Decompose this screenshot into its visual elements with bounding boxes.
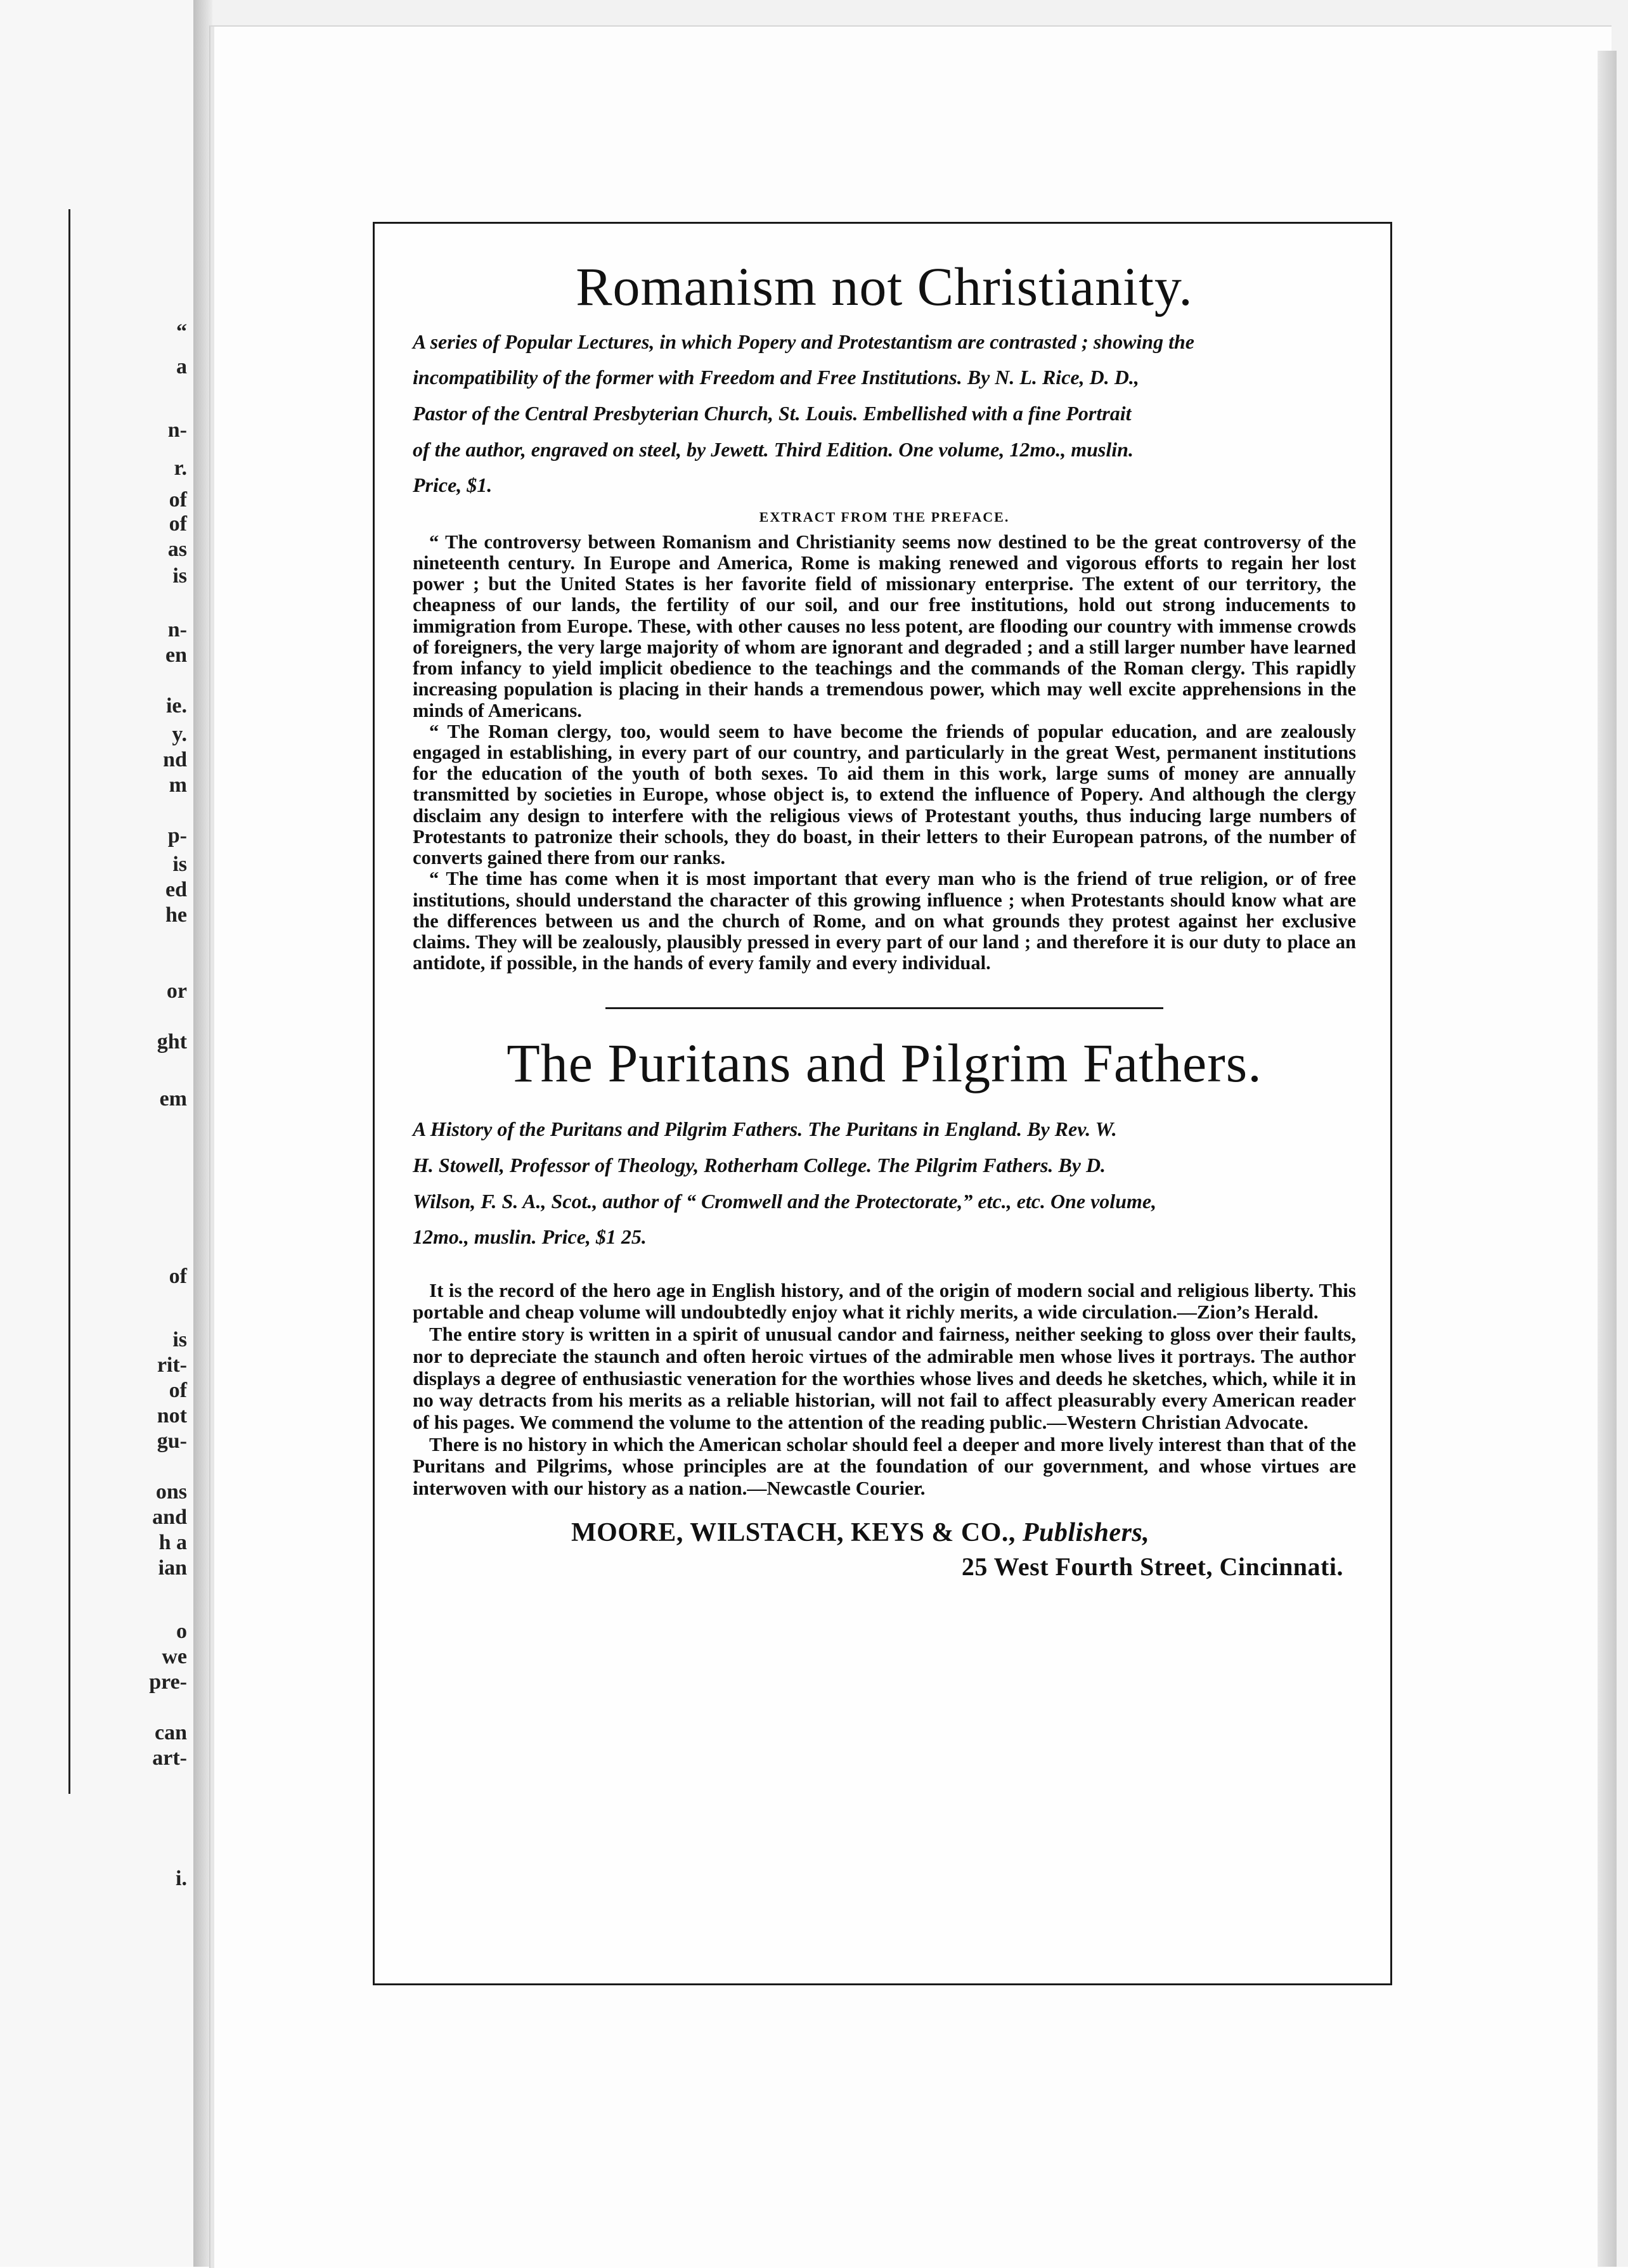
left-page-text-fragment: y. bbox=[172, 723, 187, 746]
left-page-text-fragment: and bbox=[152, 1505, 187, 1529]
left-page-text-fragment: of bbox=[169, 512, 187, 536]
left-page-text-fragment: n- bbox=[167, 618, 187, 641]
left-page-text-fragment: ons bbox=[155, 1480, 187, 1504]
left-page-text-fragment: of bbox=[169, 1265, 187, 1288]
publisher-role: Publishers, bbox=[1022, 1517, 1150, 1547]
left-page-text-fragment: ed bbox=[165, 878, 187, 901]
left-page-text-fragment: r. bbox=[174, 456, 187, 480]
left-page-text-fragment: pre- bbox=[149, 1670, 187, 1694]
left-page-text-fragment: is bbox=[172, 853, 187, 876]
left-page-text-fragment: o bbox=[176, 1620, 187, 1643]
left-page-text-fragment: not bbox=[157, 1404, 187, 1427]
right-page-edge bbox=[1598, 51, 1617, 2267]
left-page-text-fragment: em bbox=[159, 1087, 187, 1111]
left-page-text-fragment: ie. bbox=[165, 694, 187, 718]
advertisement-box bbox=[373, 222, 1392, 1985]
ad2-description bbox=[413, 1113, 1356, 1253]
publisher-name: MOORE, WILSTACH, KEYS & CO., bbox=[571, 1517, 1016, 1547]
ad1-desc-line: Price, $1. bbox=[413, 474, 493, 497]
ad1-description bbox=[413, 326, 1356, 501]
left-page-text-fragment: we bbox=[162, 1645, 187, 1668]
publisher-address: 25 West Fourth Street, Cincinnati. bbox=[961, 1552, 1343, 1581]
spacer bbox=[413, 1257, 1356, 1280]
left-page-text-fragment: p- bbox=[167, 824, 187, 847]
left-page-text-fragment: or bbox=[166, 979, 187, 1003]
left-page-text-fragment: of bbox=[169, 1379, 187, 1402]
left-page-text-fragment: a bbox=[176, 355, 187, 378]
ad1-title: Romanism not Christianity. bbox=[576, 256, 1193, 317]
preface-paragraph-3: “ The time has come when it is most important that every man who is the friend of true religion, or of free institutions, should understand the character of this growing influence ; when Protestants should know what are the differences between us and the church of Rome, and on what grounds they protest against her exclusive claims. They will be zealously, plausibly pressed in every part of our land ; and therefore it is our duty to place an antidote, if possible, in the hands of every family and every individual. bbox=[413, 868, 1356, 974]
left-page-text-fragment: of bbox=[169, 488, 187, 512]
left-page-text-fragment: m bbox=[169, 773, 187, 797]
ad1-desc-line: of the author, engraved on steel, by Jewett. Third Edition. One volume, 12mo., muslin. bbox=[413, 437, 1134, 461]
left-page-text-fragment: ght bbox=[157, 1030, 187, 1053]
left-page-text-fragment: he bbox=[165, 903, 187, 927]
left-page-text-fragment: “ bbox=[176, 320, 187, 344]
ad1-desc-line: incompatibility of the former with Freedom and Free Institutions. By N. L. Rice, D. D., bbox=[413, 366, 1139, 389]
left-page-text-fragment: i. bbox=[176, 1867, 187, 1890]
ad1-desc-line: A series of Popular Lectures, in which Popery and Protestantism are contrasted ; showing the bbox=[413, 330, 1194, 353]
preface-paragraph-2: “ The Roman clergy, too, would seem to have become the friends of popular education, and are zealously engaged in establishing, in every part of our country, and particularly in the great West, permanent institutions for the education of the youth of both sexes. To aid them in this work, large sums of money are annually transmitted by societies in Europe, whose object is, to extend the influence of Popery. And although the clergy disclaim any design to interfere with the religious views of Protestant youths, thus inducing large numbers of Protestants to patronize their schools, they do boast, in their letters to their European patrons, of the number of converts gained there from our ranks. bbox=[413, 720, 1356, 869]
left-page-text-fragment: ian bbox=[158, 1556, 187, 1580]
left-page-text-fragment: is bbox=[172, 1328, 187, 1351]
ad2-desc-line: Wilson, F. S. A., Scot., author of “ Cromwell and the Protectorate,” etc., etc. One volume, bbox=[413, 1189, 1157, 1213]
section-divider bbox=[605, 1007, 1163, 1009]
publisher-line bbox=[571, 1517, 1356, 1548]
left-page-text-fragment: gu- bbox=[157, 1429, 187, 1453]
left-page-column-rule bbox=[68, 209, 70, 1794]
left-page-edge bbox=[0, 0, 195, 2267]
ad2-desc-line: A History of the Puritans and Pilgrim Fathers. The Puritans in England. By Rev. W. bbox=[413, 1118, 1117, 1141]
review-zions-herald: It is the record of the hero age in English history, and of the origin of modern social and religious liberty. This portable and cheap volume will undoubtedly enjoy what it richly merits, a wide circulation.—Zion’s Herald. bbox=[413, 1279, 1356, 1324]
left-page-text-fragment: art- bbox=[152, 1746, 187, 1770]
preface-paragraph-1: “ The controversy between Romanism and Christianity seems now destined to be the great controversy of the nineteenth century. In Europe and America, Rome is making renewed and vigorous efforts to regain her lost power ; but the United States is her favorite field of missionary enterprise. The extent of our territory, the cheapness of our lands, the fertility of our soil, and our free institutions, hold out strong inducements to immigration from Europe. These, with other causes no less potent, are flooding our country with immense crowds of foreigners, the very large majority of whom are ignorant and degraded ; and a still larger number have learned from infancy to yield implicit obedience to the teachings and the commands of the Roman clergy. This rapidly increasing population is placing in their hands a tremendous power, which may well excite apprehensions in the minds of Americans. bbox=[413, 531, 1356, 721]
advertisement-content bbox=[413, 243, 1356, 1582]
review-western-christian-advocate: The entire story is written in a spirit of unusual candor and fairness, neither seeking to gloss over their faults, nor to depreciate the staunch and often heroic virtues of the admirable men whose lives it portrays. The author displays a degree of enthusiastic veneration for the worthies whose lives and deeds he sketches, which, while it in no way detracts from his merits as a reliable historian, will not fail to affect pleasurably every American reader of his pages. We commend the volume to the attention of the reading public.—Western Christian Advocate. bbox=[413, 1323, 1356, 1433]
left-page-text-fragment: rit- bbox=[157, 1353, 187, 1377]
left-page-text-fragment: en bbox=[165, 643, 187, 667]
left-page-text-fragment: can bbox=[155, 1721, 187, 1744]
ad2-title: The Puritans and Pilgrim Fathers. bbox=[507, 1032, 1262, 1093]
left-page-text-fragment: n- bbox=[167, 418, 187, 442]
left-page-text-fragment: as bbox=[167, 538, 187, 561]
left-page-text-fragment: nd bbox=[163, 748, 187, 771]
left-page-text-fragment: h a bbox=[158, 1531, 187, 1554]
ad1-desc-line: Pastor of the Central Presbyterian Church, St. Louis. Embellished with a fine Portrait bbox=[413, 401, 1132, 425]
ad2-desc-line: H. Stowell, Professor of Theology, Rotherham College. The Pilgrim Fathers. By D. bbox=[413, 1153, 1106, 1176]
review-newcastle-courier: There is no history in which the American scholar should feel a deeper and more lively interest than that of the Puritans and Pilgrims, whose principles are at the foundation of our government, and whose virtues are interwoven with our history as a nation.—Newcastle Courier. bbox=[413, 1433, 1356, 1500]
ad2-desc-line: 12mo., muslin. Price, $1 25. bbox=[413, 1225, 647, 1249]
left-page-text-fragment: is bbox=[172, 564, 187, 588]
extract-heading: EXTRACT FROM THE PREFACE. bbox=[759, 508, 1010, 525]
